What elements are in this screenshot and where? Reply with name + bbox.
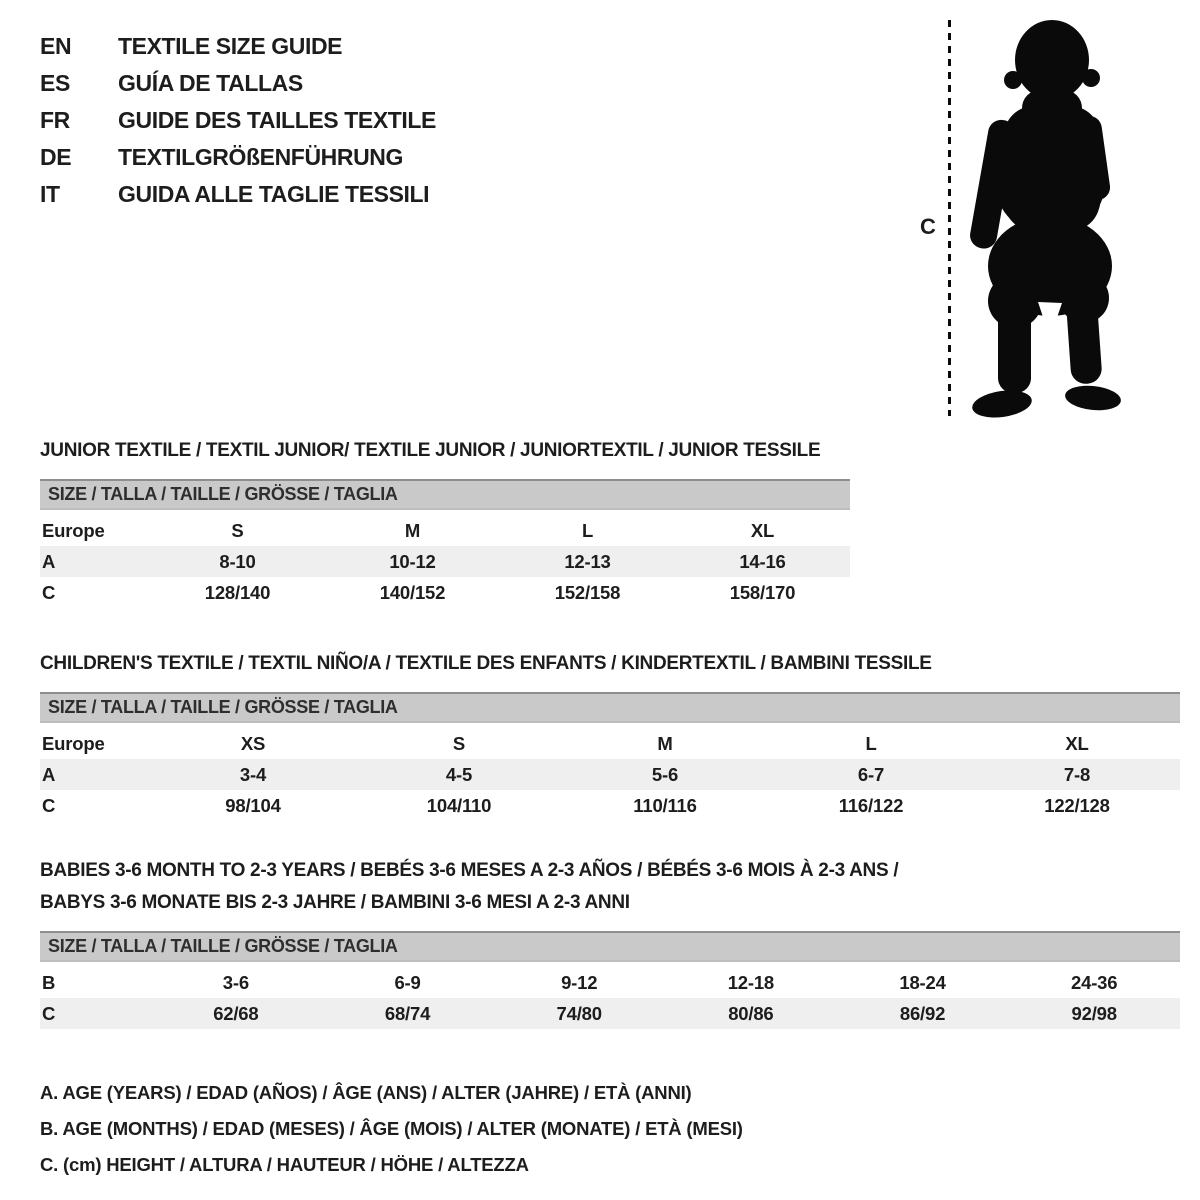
size-table xyxy=(40,967,1180,1029)
size-header-bar: SIZE / TALLA / TAILLE / GRÖSSE / TAGLIA xyxy=(40,479,850,510)
size-value-cell: S xyxy=(231,519,244,541)
guide-title: TEXTILE SIZE GUIDE xyxy=(118,33,343,59)
language-code: EN xyxy=(40,33,72,59)
size-value-cell: 3-4 xyxy=(239,763,267,785)
toddler-silhouette-icon xyxy=(962,8,1142,428)
size-section-1 xyxy=(40,648,1180,821)
size-header-bar: SIZE / TALLA / TAILLE / GRÖSSE / TAGLIA xyxy=(40,931,1180,962)
size-value-cell: 116/122 xyxy=(838,794,904,816)
size-table-row xyxy=(40,577,850,608)
guide-title: GUIDE DES TAILLES TEXTILE xyxy=(118,107,436,133)
size-value-cell: 12-13 xyxy=(564,550,611,572)
size-table-row xyxy=(40,759,1180,790)
size-value-cell: 8-10 xyxy=(219,550,256,572)
legend-line-a: A. AGE (YEARS) / EDAD (AÑOS) / ÂGE (ANS) / ALTER (JAHRE) / ETÀ (ANNI) xyxy=(40,1082,692,1103)
size-value-cell: L xyxy=(865,732,877,754)
size-value-cell: 3-6 xyxy=(222,971,249,993)
section-title: CHILDREN'S TEXTILE / TEXTIL NIÑO/A / TEXTILE DES ENFANTS / KINDERTEXTIL / BAMBINI TESSILE xyxy=(40,653,932,674)
size-value-cell: 14-16 xyxy=(739,550,786,572)
measure-legend xyxy=(40,1075,1180,1183)
language-row-it xyxy=(40,176,660,213)
size-value-cell: M xyxy=(657,732,673,754)
row-label: C xyxy=(42,1002,56,1024)
guide-title: GUÍA DE TALLAS xyxy=(118,70,303,96)
legend-line-c: C. (cm) HEIGHT / ALTURA / HAUTEUR / HÖHE / ALTEZZA xyxy=(40,1154,529,1175)
size-value-cell: 158/170 xyxy=(729,581,796,603)
language-code: FR xyxy=(40,107,70,133)
size-value-cell: 104/110 xyxy=(426,794,492,816)
size-table-row xyxy=(40,967,1180,998)
row-label: B xyxy=(42,971,56,993)
size-table-row xyxy=(40,790,1180,821)
section-title: BABIES 3-6 MONTH TO 2-3 YEARS / BEBÉS 3-6 MESES A 2-3 AÑOS / BÉBÉS 3-6 MOIS À 2-3 ANS / xyxy=(40,860,899,881)
guide-title: GUIDA ALLE TAGLIE TESSILI xyxy=(118,181,430,207)
language-code: IT xyxy=(40,181,60,207)
size-value-cell: 62/68 xyxy=(213,1002,259,1024)
size-value-cell: S xyxy=(452,732,466,754)
size-value-cell: 4-5 xyxy=(445,763,473,785)
height-measure-dashed-line xyxy=(948,20,951,416)
section-title: BABYS 3-6 MONATE BIS 2-3 JAHRE / BAMBINI 3-6 MESI A 2-3 ANNI xyxy=(40,892,630,913)
size-value-cell: 9-12 xyxy=(561,971,598,993)
size-section-0 xyxy=(40,435,1180,608)
size-value-cell: XS xyxy=(240,732,266,754)
size-value-cell: 128/140 xyxy=(204,581,271,603)
size-value-cell: 110/116 xyxy=(633,794,697,816)
size-header-bar: SIZE / TALLA / TAILLE / GRÖSSE / TAGLIA xyxy=(40,692,1180,723)
size-value-cell: 80/86 xyxy=(728,1002,774,1024)
language-code: DE xyxy=(40,144,72,170)
guide-title: TEXTILGRÖßENFÜHRUNG xyxy=(118,144,403,170)
size-value-cell: 12-18 xyxy=(727,971,775,993)
size-value-cell: 18-24 xyxy=(899,971,946,993)
language-code: ES xyxy=(40,70,70,96)
language-title-list xyxy=(40,28,660,213)
size-value-cell: 98/104 xyxy=(225,794,281,816)
figure-area xyxy=(895,0,1180,435)
size-table-row xyxy=(40,515,850,546)
language-row-en xyxy=(40,28,660,65)
size-value-cell: 92/98 xyxy=(1071,1002,1117,1024)
size-table xyxy=(40,515,850,608)
row-label: C xyxy=(42,794,56,816)
size-value-cell: 86/92 xyxy=(899,1002,946,1024)
size-value-cell: L xyxy=(581,519,594,541)
size-value-cell: 6-9 xyxy=(394,971,421,993)
size-tables xyxy=(40,435,1180,1029)
size-value-cell: 24-36 xyxy=(1071,971,1118,993)
size-value-cell: 140/152 xyxy=(379,581,446,603)
language-row-es xyxy=(40,65,660,102)
row-label: Europe xyxy=(42,519,105,541)
language-row-fr xyxy=(40,102,660,139)
size-table-row xyxy=(40,546,850,577)
size-value-cell: 6-7 xyxy=(857,763,885,785)
section-title: JUNIOR TEXTILE / TEXTIL JUNIOR/ TEXTILE JUNIOR / JUNIORTEXTIL / JUNIOR TESSILE xyxy=(40,440,821,461)
size-value-cell: 10-12 xyxy=(389,550,436,572)
height-measure-label: C xyxy=(920,214,936,239)
size-value-cell: 74/80 xyxy=(556,1002,602,1024)
size-table xyxy=(40,728,1180,821)
size-value-cell: XL xyxy=(750,519,775,541)
size-table-row xyxy=(40,998,1180,1029)
size-value-cell: 152/158 xyxy=(554,581,621,603)
size-value-cell: 5-6 xyxy=(651,763,679,785)
row-label: A xyxy=(42,763,56,785)
size-value-cell: XL xyxy=(1065,732,1089,754)
size-table-row xyxy=(40,728,1180,759)
language-row-de xyxy=(40,139,660,176)
row-label: A xyxy=(42,550,56,572)
size-value-cell: 122/128 xyxy=(1044,794,1110,816)
size-value-cell: 68/74 xyxy=(384,1002,431,1024)
row-label: C xyxy=(42,581,56,603)
row-label: Europe xyxy=(42,732,105,754)
legend-line-b: B. AGE (MONTHS) / EDAD (MESES) / ÂGE (MOIS) / ALTER (MONATE) / ETÀ (MESI) xyxy=(40,1118,743,1139)
size-value-cell: 7-8 xyxy=(1063,763,1091,785)
size-section-2 xyxy=(40,855,1180,1029)
size-value-cell: M xyxy=(404,519,421,541)
